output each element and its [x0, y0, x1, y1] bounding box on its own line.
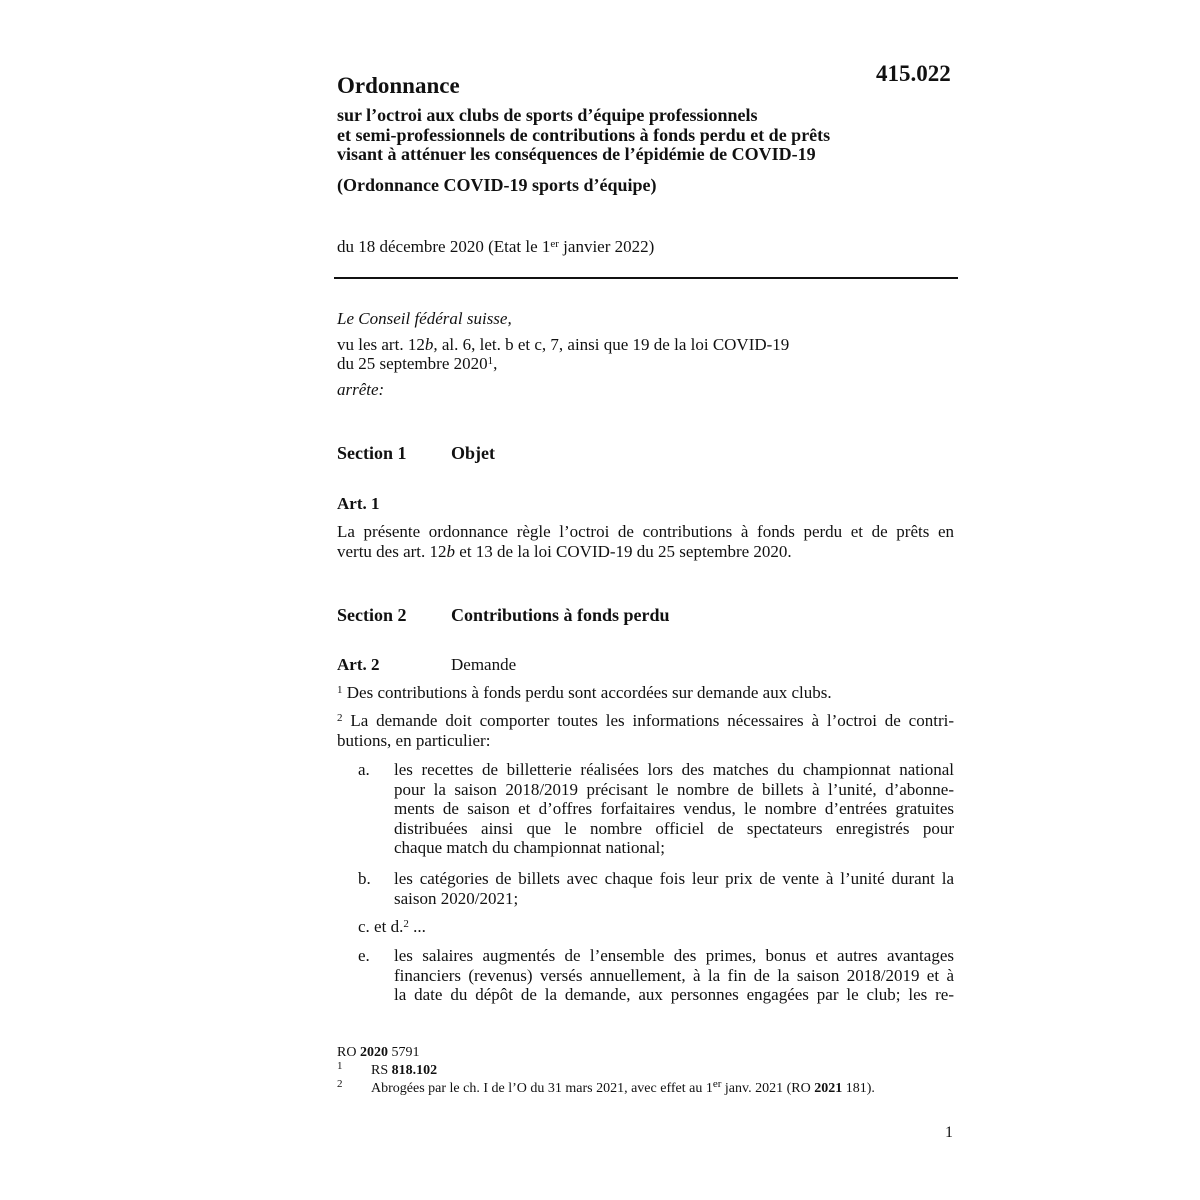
- list-item-line: ments de saison et d’offres forfaitaires vendus, le nombre d’entrées gratuites: [394, 799, 954, 818]
- article-label: Art. 1: [337, 494, 380, 513]
- article-1-line-1: La présente ordonnance règle l’octroi de contributions à fonds perdu et de prêts en: [337, 522, 954, 541]
- date-suffix: janvier 2022): [558, 237, 655, 256]
- sr-number: 415.022: [876, 61, 951, 86]
- document-subtitle: [337, 106, 830, 165]
- basis-text: vu les art. 12: [337, 334, 425, 354]
- list-item-text: [394, 869, 954, 908]
- preamble-basis-line-1: [337, 335, 957, 355]
- list-item-line: distribuées ainsi que le nombre officiel de spectateurs enregistrés pour: [394, 818, 954, 838]
- letter: b: [446, 541, 456, 561]
- date-prefix: du 18 décembre 2020 (Etat le 1: [337, 237, 551, 256]
- article-2-paragraph-1: [337, 683, 954, 703]
- footnote-ref-2[interactable]: 2: [403, 918, 409, 930]
- section-1-heading: [337, 443, 495, 464]
- ro-year: 2020: [359, 1045, 388, 1060]
- header-divider: [334, 277, 958, 279]
- paragraph-line: [337, 711, 954, 731]
- footnote-link[interactable]: 818.102: [391, 1063, 438, 1078]
- paragraph-line: [337, 683, 954, 703]
- list-item-line: la date du dépôt de la demande, aux personnes engagées par le club; les re-: [394, 985, 954, 1004]
- basis-letter: b,: [424, 334, 438, 354]
- list-item-label: e.: [358, 946, 370, 965]
- subtitle-line: et semi-professionnels de contributions à fonds perdu et de prêts: [337, 124, 831, 145]
- section-label: Section 1: [337, 443, 407, 463]
- list-item-line: pour la saison 2018/2019 précisant le nombre de billets à l’unité, d’abonne-: [394, 779, 954, 799]
- footnote-ref-1[interactable]: 1: [487, 355, 494, 367]
- article-1-text: [337, 522, 954, 561]
- paragraph-text: La demande doit comporter toutes les informations nécessaires à l’octroi de contri-: [342, 711, 954, 730]
- text: vertu des art. 12: [337, 541, 447, 561]
- paragraph-line: butions, en particulier:: [337, 730, 491, 750]
- section-title: Objet: [451, 443, 495, 463]
- section-label: Section 2: [337, 605, 407, 625]
- ro-prefix: RO: [337, 1045, 360, 1060]
- basis-text: al. 6, let. b et c, 7, ainsi que 19 de la loi COVID-19: [437, 334, 790, 354]
- basis-text: du 25 septembre 2020: [337, 354, 488, 373]
- footnote-superscript: er: [712, 1078, 722, 1090]
- paragraph-number: 1: [337, 684, 343, 696]
- article-2-heading: [337, 655, 517, 675]
- ro-reference: [337, 1045, 419, 1061]
- preamble: [337, 309, 957, 399]
- subtitle-line: visant à atténuer les conséquences de l’épidémie de COVID-19: [337, 144, 816, 164]
- paragraph-number: 2: [337, 712, 343, 724]
- ro-page: 5791: [387, 1045, 420, 1060]
- paragraph-text: Des contributions à fonds perdu sont accordées sur demande aux clubs.: [342, 683, 832, 702]
- footnote-ro-year[interactable]: 2021: [814, 1081, 843, 1096]
- list-item-line: chaque match du championnat national;: [394, 838, 665, 857]
- list-item-label: [358, 917, 426, 937]
- list-item-label: a.: [358, 760, 370, 779]
- list-item-line: saison 2020/2021;: [394, 888, 519, 908]
- date-superscript: er: [550, 238, 559, 250]
- article-title: Demande: [451, 655, 517, 674]
- list-item-text: [394, 760, 954, 858]
- preamble-decree: arrête:: [337, 379, 385, 399]
- article-1-heading: [337, 494, 379, 514]
- text: et 13 de la loi COVID-19 du 25 septembre 2020.: [455, 541, 792, 561]
- footnote-text-part: 181).: [842, 1081, 875, 1096]
- footnote-text-part: Abrogées par le ch. I de l’O du 31 mars 2021, avec effet au 1: [371, 1081, 713, 1096]
- list-item-line: les salaires augmentés de l’ensemble des primes, bonus et autres avantages: [394, 946, 954, 965]
- article-2-paragraph-2: [337, 711, 954, 750]
- document-title: Ordonnance: [337, 73, 460, 98]
- footnote-prefix: RS: [371, 1063, 392, 1078]
- section-2-heading: [337, 605, 670, 626]
- footnote-text-part: janv. 2021 (RO: [721, 1081, 815, 1096]
- list-item-label: b.: [358, 869, 371, 888]
- label-text: c. et d.: [358, 917, 404, 936]
- preamble-authority: Le Conseil fédéral suisse,: [337, 309, 512, 328]
- label-text: ...: [408, 917, 426, 936]
- list-item-text: [394, 946, 954, 1005]
- document-date: [337, 237, 654, 257]
- footnote-number: 2: [337, 1078, 343, 1090]
- list-item-line: les catégories de billets avec chaque fois leur prix de vente à l’unité durant la: [394, 869, 954, 888]
- footnote-text: [371, 1078, 875, 1097]
- preamble-basis-line-2: [337, 354, 957, 374]
- list-item-line: les recettes de billetterie réalisées lors des matches du championnat national: [394, 760, 954, 779]
- subtitle-line: sur l’octroi aux clubs de sports d’équipe professionnels: [337, 105, 758, 125]
- basis-text: ,: [493, 354, 498, 373]
- footnote-text: [371, 1063, 437, 1079]
- article-1-line-2: [337, 542, 954, 562]
- article-label: Art. 2: [337, 655, 380, 674]
- footnote-number: 1: [337, 1060, 343, 1072]
- short-title: (Ordonnance COVID-19 sports d’équipe): [337, 175, 657, 195]
- list-item-line: financiers (revenus) versés annuellement, à la fin de la saison 2018/2019 et à: [394, 965, 954, 985]
- page-number: 1: [945, 1124, 953, 1141]
- section-title: Contributions à fonds perdu: [451, 605, 670, 625]
